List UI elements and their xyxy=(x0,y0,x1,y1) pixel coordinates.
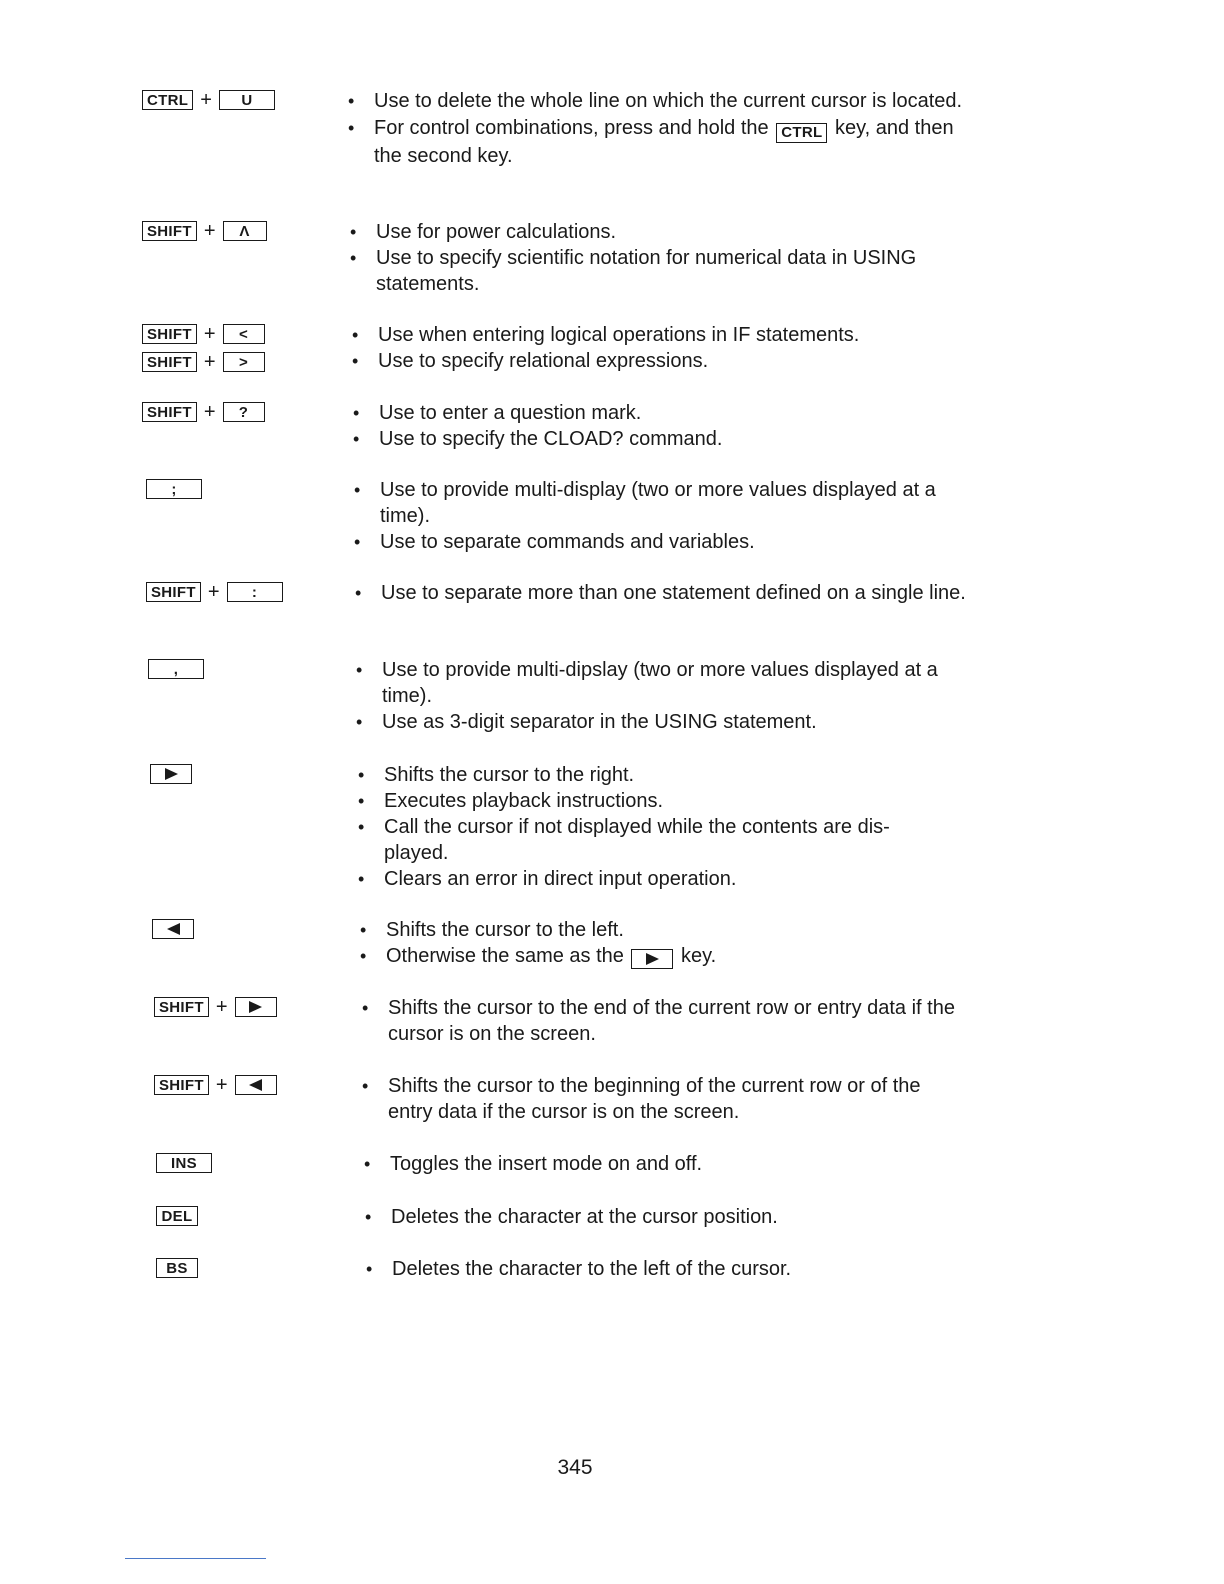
right-arrow-key-inline xyxy=(631,949,673,969)
ctrl-key-inline: CTRL xyxy=(776,123,827,143)
shift-key: SHIFT xyxy=(146,582,201,602)
shift-key: SHIFT xyxy=(154,997,209,1017)
u-key: U xyxy=(219,90,275,110)
description-item: • Use to provide multi-dipslay (two or more values displayed at a time). xyxy=(356,657,986,709)
description-item: • For control combinations, press and hold the CTRL key, and then the second key. xyxy=(348,115,978,169)
key-combo xyxy=(156,1204,198,1232)
semicolon-key: ; xyxy=(146,479,202,499)
description-list xyxy=(350,219,980,297)
greater-than-key: > xyxy=(223,352,265,372)
key-combo xyxy=(154,995,277,1023)
del-key: DEL xyxy=(156,1206,198,1226)
ins-key: INS xyxy=(156,1153,212,1173)
plus-sign: + xyxy=(203,351,216,373)
key-combo xyxy=(156,1151,212,1179)
page-number: 345 xyxy=(557,1456,593,1479)
description-item: • Call the cursor if not displayed while the contents are dis-played. xyxy=(358,814,954,866)
plus-sign: + xyxy=(215,1074,228,1096)
description-list xyxy=(364,1151,994,1177)
description-item: • Executes playback instructions. xyxy=(358,788,988,814)
description-list xyxy=(352,322,982,374)
colon-key: : xyxy=(227,582,283,602)
caret-key: Λ xyxy=(223,221,267,241)
plus-sign: + xyxy=(207,581,220,603)
description-list xyxy=(360,917,990,969)
description-item: • Otherwise the same as the key. xyxy=(360,943,990,969)
description-list xyxy=(354,477,984,555)
description-item: • Use to specify scientific notation for numerical data in USING statements. xyxy=(350,245,980,297)
ctrl-key: CTRL xyxy=(142,90,193,110)
description-item: • Use to separate more than one statement defined on a single line. xyxy=(355,580,985,606)
description-item: • Deletes the character at the cursor position. xyxy=(365,1204,995,1230)
left-arrow-icon xyxy=(249,1079,262,1091)
description-list xyxy=(365,1204,995,1230)
description-item: • Use to delete the whole line on which the current cursor is located. xyxy=(348,88,978,114)
description-list xyxy=(366,1256,996,1282)
description-list xyxy=(358,762,988,892)
question-key: ? xyxy=(223,402,265,422)
plus-sign: + xyxy=(200,89,212,111)
right-arrow-icon xyxy=(646,953,659,965)
key-combo xyxy=(142,219,267,247)
key-combo xyxy=(146,580,283,608)
shift-key: SHIFT xyxy=(142,402,197,422)
bs-key: BS xyxy=(156,1258,198,1278)
key-combo xyxy=(146,477,202,505)
left-arrow-key xyxy=(152,919,194,939)
description-list xyxy=(356,657,986,735)
description-list xyxy=(362,995,992,1047)
shift-key: SHIFT xyxy=(142,324,197,344)
plus-sign: + xyxy=(203,401,216,423)
shift-key: SHIFT xyxy=(142,221,197,241)
description-item: • Shifts the cursor to the beginning of the current row or of the entry data if the cursor is on the screen. xyxy=(362,1073,962,1125)
description-item: • Use to specify the CLOAD? command. xyxy=(353,426,983,452)
right-arrow-key xyxy=(150,764,192,784)
description-item: • Shifts the cursor to the left. xyxy=(360,917,990,943)
less-than-key: < xyxy=(223,324,265,344)
description-item: • Shifts the cursor to the right. xyxy=(358,762,988,788)
description-list xyxy=(353,400,983,452)
description-list xyxy=(362,1073,962,1125)
plus-sign: + xyxy=(203,323,216,345)
key-combo xyxy=(142,400,265,428)
description-item: • Clears an error in direct input operation. xyxy=(358,866,988,892)
right-arrow-key xyxy=(235,997,277,1017)
key-combo xyxy=(142,88,275,116)
description-item: • Use to separate commands and variables. xyxy=(354,529,984,555)
description-item: • Use for power calculations. xyxy=(350,219,980,245)
description-item: • Use when entering logical operations in IF statements. xyxy=(352,322,982,348)
description-list xyxy=(355,580,985,606)
description-list xyxy=(348,88,978,169)
key-combo xyxy=(150,762,192,790)
right-arrow-icon xyxy=(249,1001,262,1013)
description-item: • Use to enter a question mark. xyxy=(353,400,983,426)
description-item: • Toggles the insert mode on and off. xyxy=(364,1151,994,1177)
key-combo xyxy=(148,657,204,685)
description-item: • Use to specify relational expressions. xyxy=(352,348,982,374)
key-combo xyxy=(152,917,194,945)
description-item: • Deletes the character to the left of the cursor. xyxy=(366,1256,996,1282)
left-arrow-key xyxy=(235,1075,277,1095)
left-arrow-icon xyxy=(167,923,180,935)
key-combo xyxy=(154,1073,277,1101)
description-item: • Use as 3-digit separator in the USING statement. xyxy=(356,709,986,735)
key-combo xyxy=(142,322,265,378)
shift-key: SHIFT xyxy=(142,352,197,372)
plus-sign: + xyxy=(215,996,228,1018)
key-combo xyxy=(156,1256,198,1284)
description-item: • Use to provide multi-display (two or more values displayed at a time). xyxy=(354,477,984,529)
description-item: • Shifts the cursor to the end of the current row or entry data if the cursor is on the screen. xyxy=(362,995,992,1047)
right-arrow-icon xyxy=(165,768,178,780)
shift-key: SHIFT xyxy=(154,1075,209,1095)
bottom-rule xyxy=(125,1558,266,1559)
plus-sign: + xyxy=(203,220,216,242)
comma-key: , xyxy=(148,659,204,679)
